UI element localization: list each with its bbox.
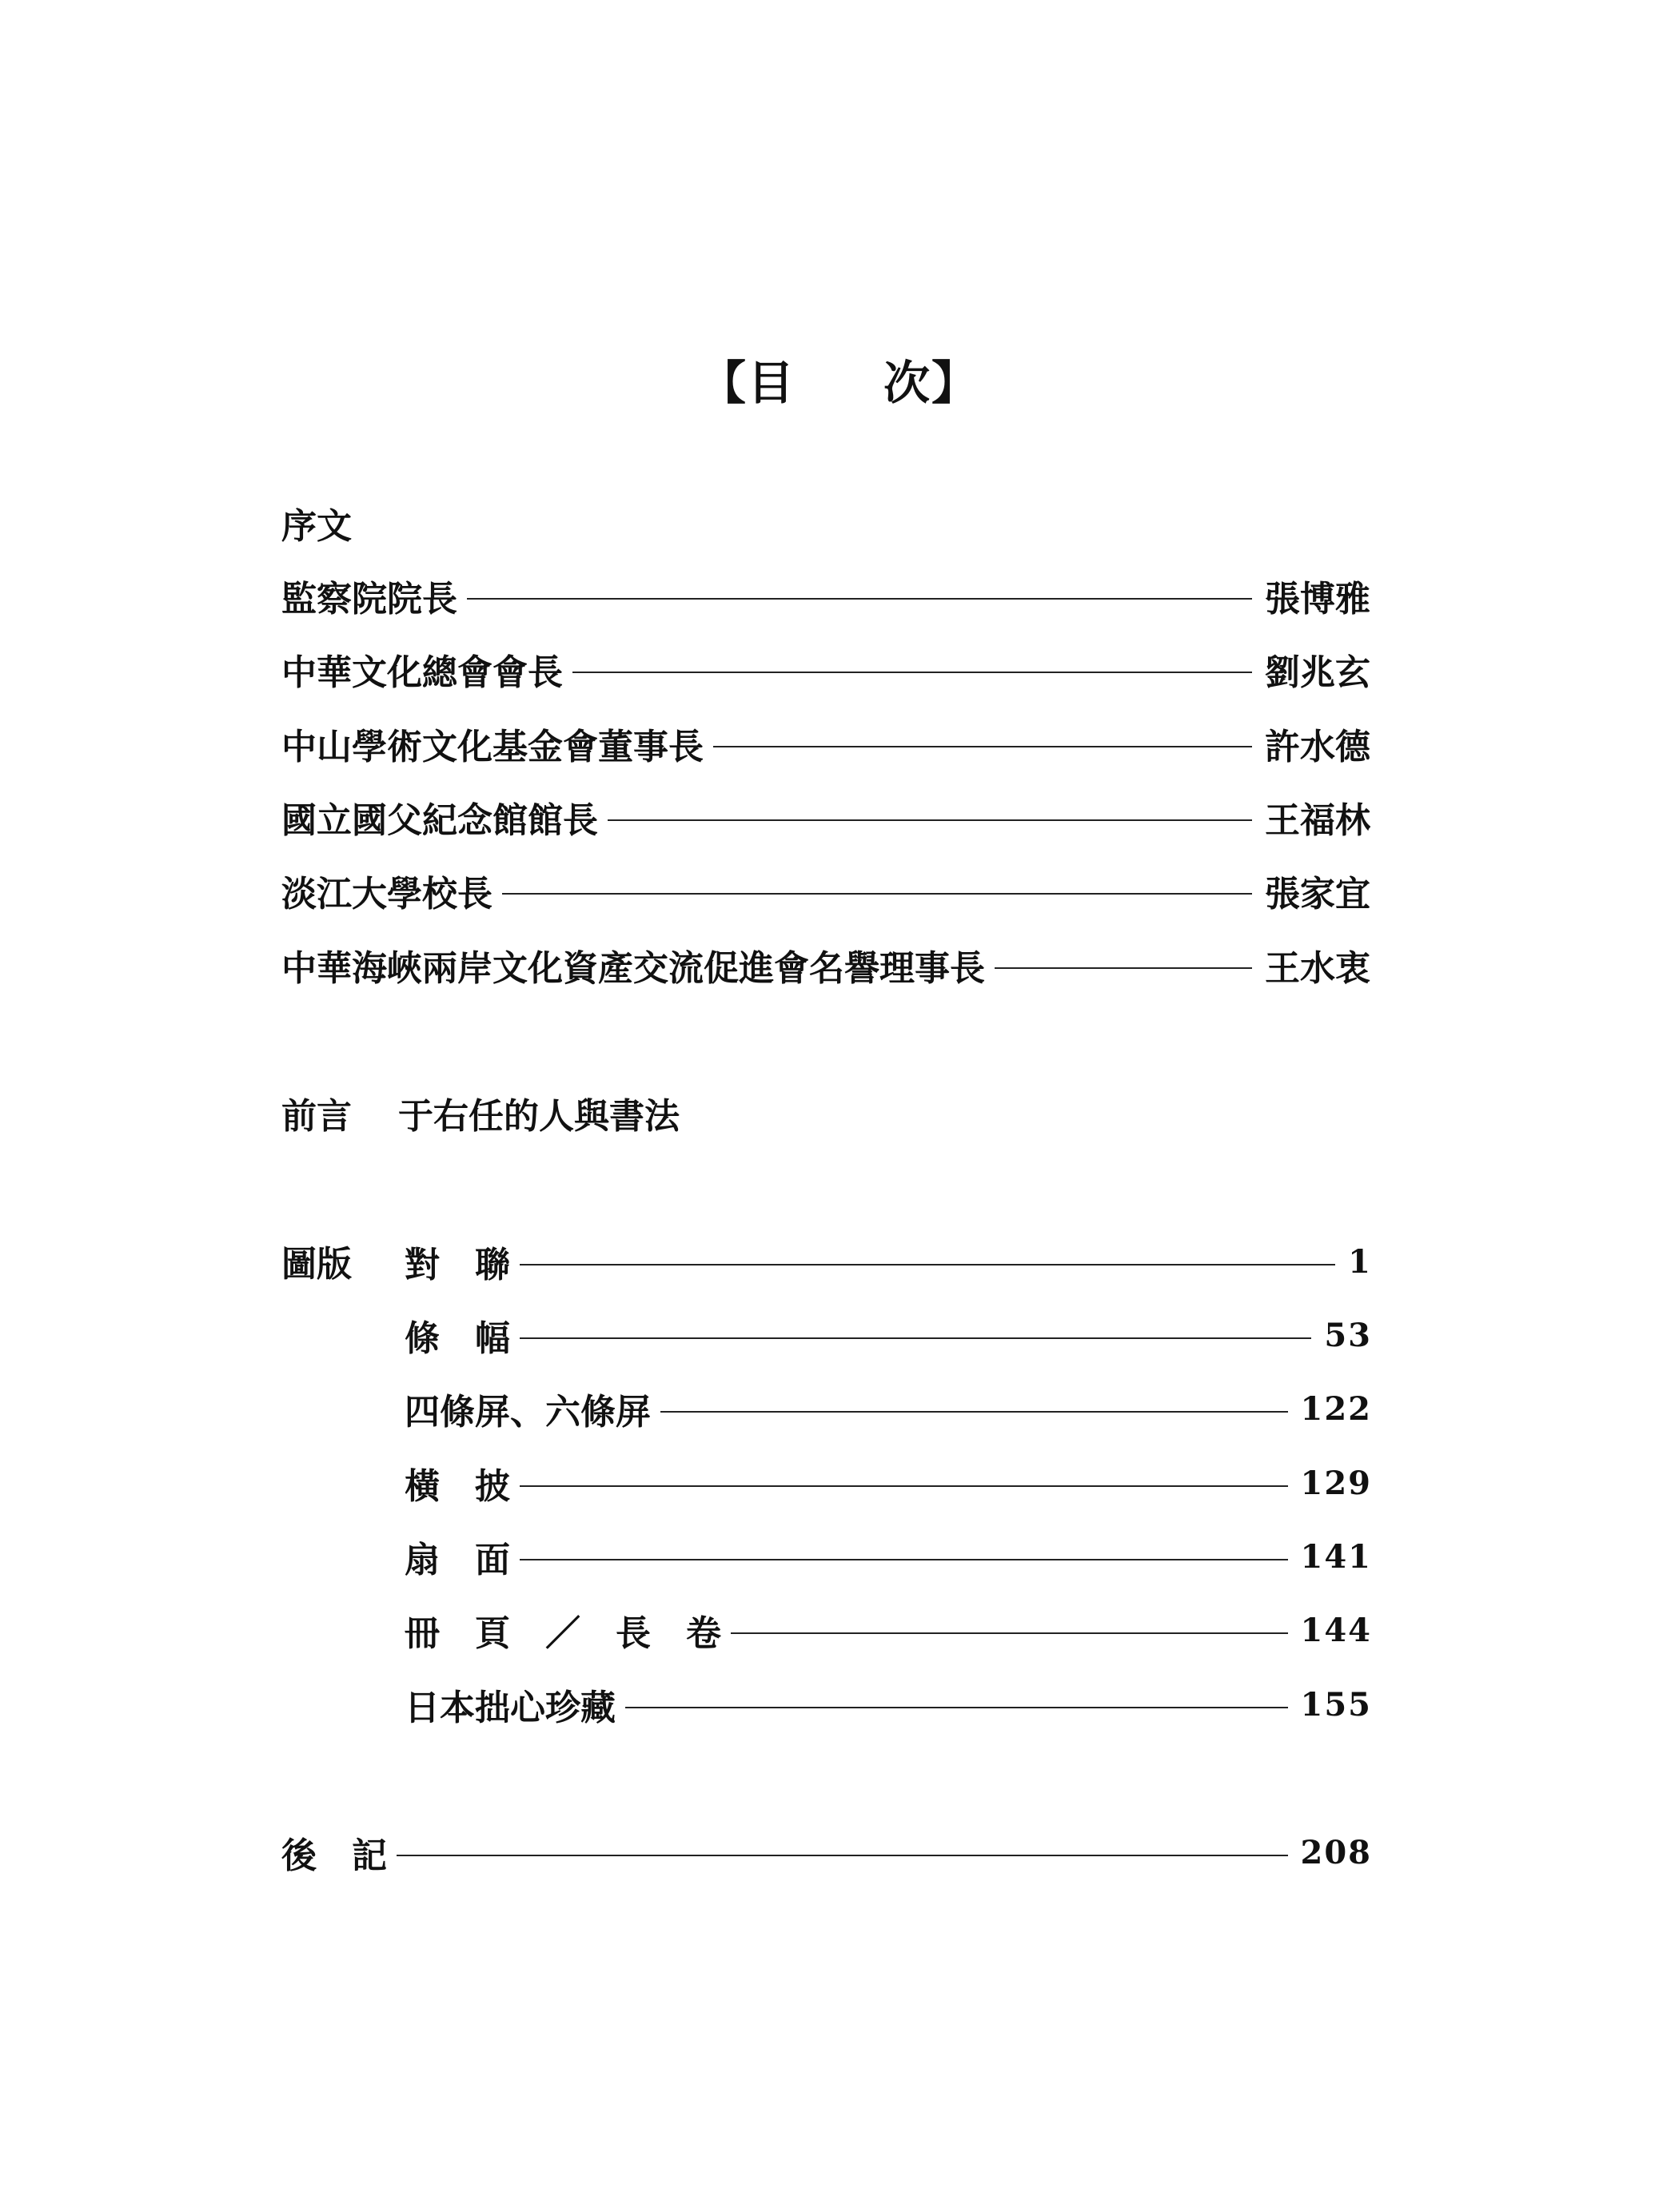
plates-entry — [405, 1678, 1372, 1731]
dot-leader — [520, 1337, 1311, 1339]
preface-entry-label: 中華海峽兩岸文化資產交流促進會名譽理事長 — [281, 948, 985, 989]
preface-entry-name: 王福林 — [1265, 800, 1370, 841]
plates-entry-label: 對 聯 — [405, 1245, 510, 1285]
preface-entry — [281, 643, 1370, 695]
plates-entry-page: 122 — [1300, 1389, 1372, 1428]
dot-leader — [995, 967, 1252, 969]
preface-entry-label: 中山學術文化基金會董事長 — [281, 727, 704, 767]
plates-entry-page: 1 — [1348, 1242, 1372, 1281]
foreword-label: 前言 — [281, 1096, 352, 1137]
plates-entry — [405, 1235, 1372, 1288]
plates-entry-label: 冊 頁 ／ 長 卷 — [405, 1613, 721, 1654]
dot-leader — [731, 1632, 1288, 1634]
preface-entry — [281, 939, 1370, 991]
plates-entry-page: 53 — [1324, 1316, 1372, 1354]
dot-leader — [520, 1559, 1288, 1560]
plates-entry — [405, 1309, 1372, 1361]
dot-leader — [467, 598, 1252, 600]
preface-entry-label: 淡江大學校長 — [281, 874, 493, 915]
toc-title-close: 次】 — [883, 356, 980, 410]
dot-leader — [520, 1264, 1335, 1265]
toc-title — [0, 345, 1655, 413]
plates-entry — [405, 1382, 1372, 1435]
plates-entry — [405, 1457, 1372, 1509]
foreword-line — [281, 1087, 680, 1138]
dot-leader — [713, 746, 1252, 747]
afterword-page: 208 — [1300, 1833, 1372, 1871]
plates-heading: 圖版 — [281, 1244, 352, 1285]
plates-entry — [405, 1530, 1372, 1583]
plates-entry-label: 日本拙心珍藏 — [405, 1688, 616, 1728]
dot-leader — [502, 893, 1252, 895]
plates-entry-page: 141 — [1300, 1537, 1372, 1576]
preface-entry — [281, 791, 1370, 843]
plates-entry-page: 144 — [1300, 1611, 1372, 1649]
plates-entry-page: 129 — [1300, 1464, 1372, 1502]
preface-entry — [281, 864, 1370, 917]
afterword-entry — [281, 1826, 1372, 1879]
plates-entry-label: 四條屏、六條屏 — [405, 1392, 651, 1433]
plates-entry-page: 155 — [1300, 1685, 1372, 1724]
preface-entry-name: 劉兆玄 — [1265, 652, 1370, 693]
dot-leader — [572, 672, 1252, 673]
plates-entry-label: 橫 披 — [405, 1466, 510, 1507]
preface-entry-label: 監察院院長 — [281, 579, 457, 620]
dot-leader — [520, 1485, 1288, 1487]
preface-entry — [281, 717, 1370, 770]
plates-entry-label: 條 幅 — [405, 1318, 510, 1359]
foreword-title: 于右任的人與書法 — [398, 1096, 680, 1137]
dot-leader — [660, 1411, 1288, 1413]
dot-leader — [625, 1707, 1288, 1708]
dot-leader — [608, 819, 1252, 821]
toc-title-open: 【目 — [699, 356, 796, 410]
preface-entry-label: 中華文化總會會長 — [281, 652, 563, 693]
preface-entry-label: 國立國父紀念館館長 — [281, 800, 598, 841]
preface-heading: 序文 — [281, 506, 352, 547]
preface-entry-name: 許水德 — [1265, 727, 1370, 767]
plates-entry-label: 扇 面 — [405, 1540, 510, 1580]
preface-entry — [281, 569, 1370, 622]
preface-entry-name: 張家宜 — [1265, 874, 1370, 915]
dot-leader — [397, 1855, 1288, 1856]
preface-entry-name: 王水衷 — [1265, 948, 1370, 989]
afterword-label: 後 記 — [281, 1835, 387, 1876]
plates-entry — [405, 1604, 1372, 1656]
preface-entry-name: 張博雅 — [1265, 579, 1370, 620]
